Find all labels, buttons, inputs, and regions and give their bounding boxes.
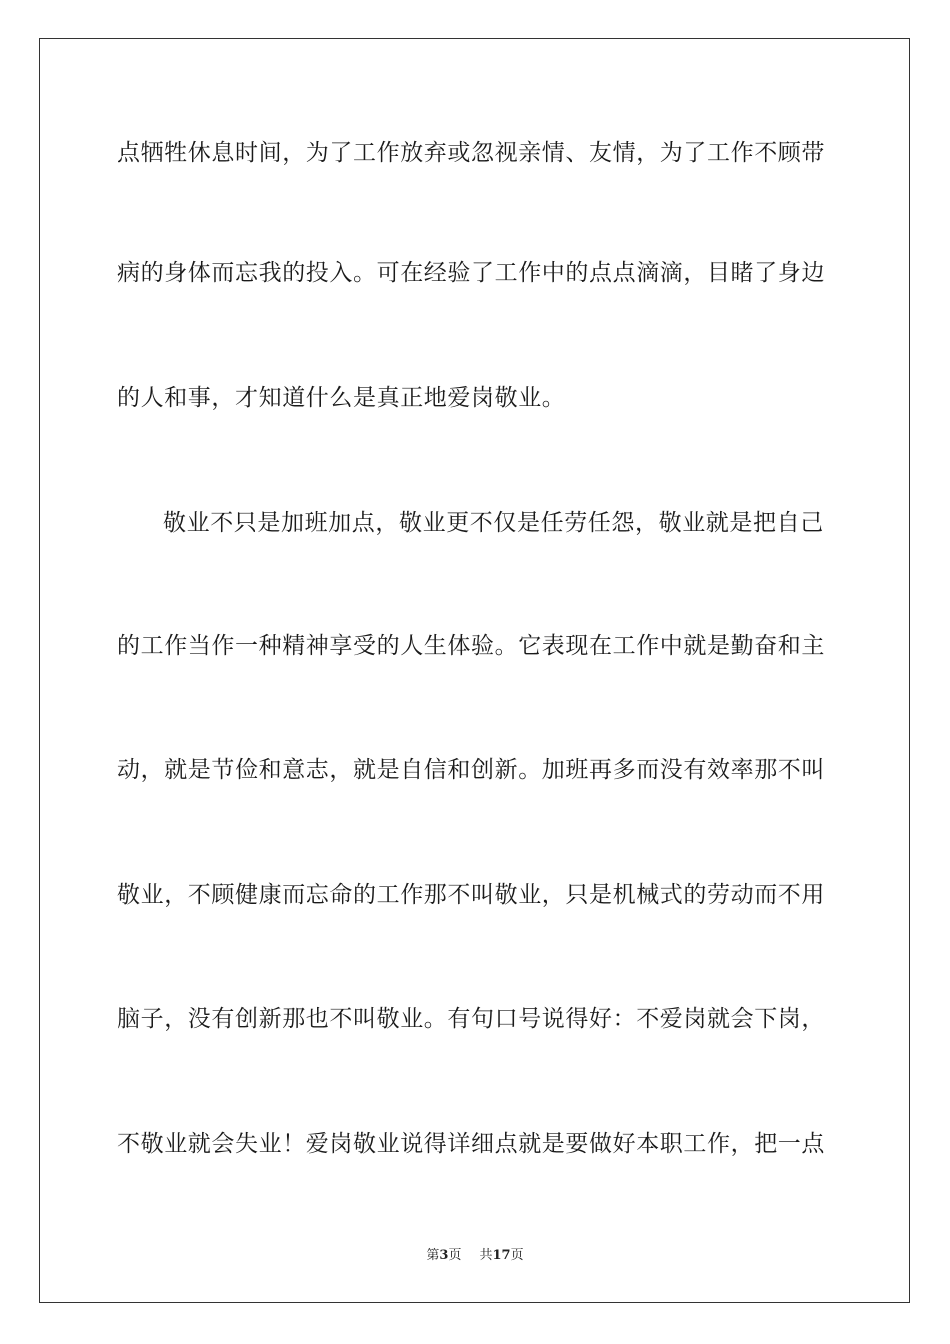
body-text-line: 病的身体而忘我的投入。可在经验了工作中的点点滴滴，目睹了身边 [117,260,825,286]
paragraph-first-line: 敬业不只是加班加点，敬业更不仅是任劳任怨，敬业就是把自己 [163,510,824,536]
body-text-line: 敬业，不顾健康而忘命的工作那不叫敬业，只是机械式的劳动而不用 [117,882,825,908]
page-footer [0,1248,950,1264]
total-prefix: 共 [479,1248,493,1263]
body-text-line: 脑子，没有创新那也不叫敬业。有句口号说得好：不爱岗就会下岗， [117,1006,825,1032]
total-pages: 17 [492,1248,511,1263]
body-text-line: 动，就是节俭和意志，就是自信和创新。加班再多而没有效率那不叫 [117,757,825,783]
body-text-line: 的人和事，才知道什么是真正地爱岗敬业。 [117,385,566,411]
body-text-line: 的工作当作一种精神享受的人生体验。它表现在工作中就是勤奋和主 [117,633,825,659]
body-text-line: 点牺牲休息时间，为了工作放弃或忽视亲情、友情，为了工作不顾带 [117,140,825,166]
page-total [479,1248,523,1263]
body-text-line: 不敬业就会失业！爱岗敬业说得详细点就是要做好本职工作，把一点 [117,1131,825,1157]
page-number [426,1248,461,1263]
page-prefix: 第 [426,1248,440,1263]
total-suffix: 页 [510,1248,524,1263]
page-suffix: 页 [448,1248,462,1263]
page-border [39,38,910,1303]
current-page: 3 [439,1248,449,1263]
